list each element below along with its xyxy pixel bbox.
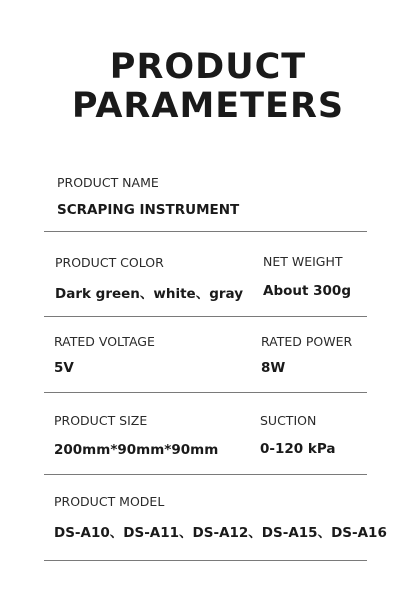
product-model-label: PRODUCT MODEL: [54, 494, 165, 509]
rated-voltage-label: RATED VOLTAGE: [54, 334, 155, 349]
product-name-label: PRODUCT NAME: [57, 175, 159, 190]
net-weight-value: About 300g: [263, 283, 351, 299]
page-title: [0, 48, 416, 126]
product-name-value: SCRAPING INSTRUMENT: [57, 202, 240, 218]
product-model-value: DS-A10、DS-A11、DS-A12、DS-A15、DS-A16: [54, 525, 387, 541]
divider: [44, 231, 367, 232]
suction-label: SUCTION: [260, 413, 317, 428]
product-size-label: PRODUCT SIZE: [54, 413, 148, 428]
rated-power-label: RATED POWER: [261, 334, 353, 349]
net-weight-label: NET WEIGHT: [263, 254, 343, 269]
divider: [44, 316, 367, 317]
divider: [44, 560, 367, 561]
title-line-2: PARAMETERS: [71, 86, 345, 126]
rated-power-value: 8W: [261, 360, 286, 376]
product-color-label: PRODUCT COLOR: [55, 255, 164, 270]
product-size-value: 200mm*90mm*90mm: [54, 442, 219, 458]
title-line-1: PRODUCT: [109, 47, 307, 87]
divider: [44, 474, 367, 475]
product-color-value: Dark green、white、gray: [55, 286, 244, 302]
suction-value: 0-120 kPa: [260, 441, 336, 457]
divider: [44, 392, 367, 393]
rated-voltage-value: 5V: [54, 360, 74, 376]
